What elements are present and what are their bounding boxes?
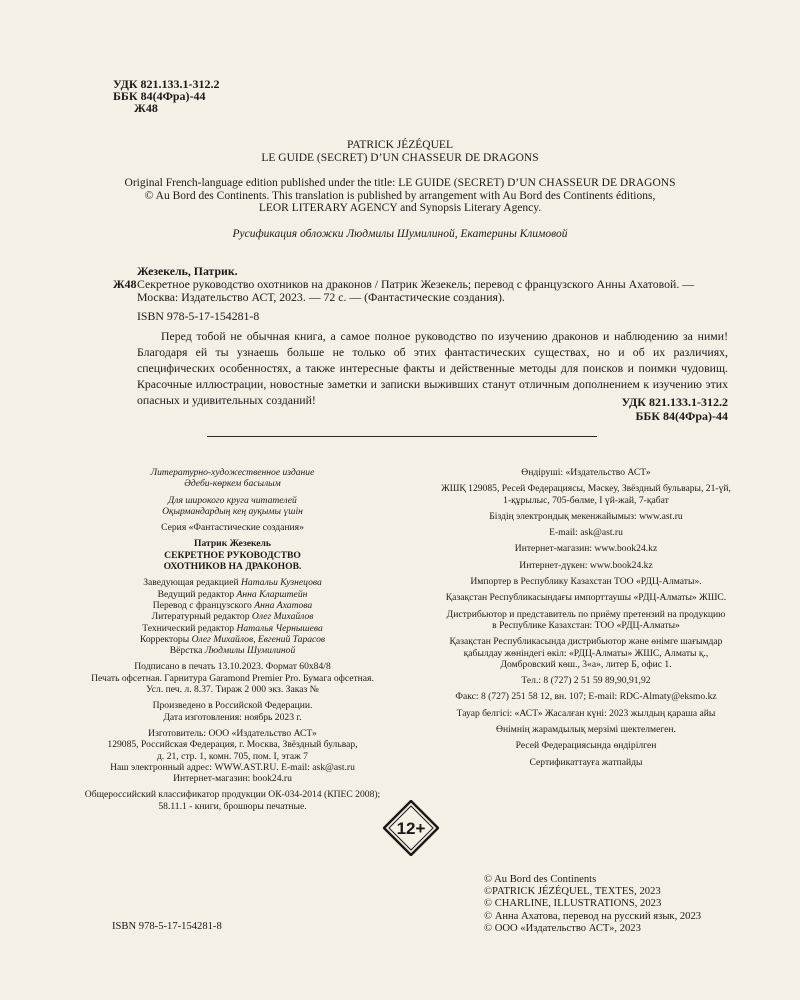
kz-line: Өндіруші: «Издательство АСТ» [521,467,651,478]
kz-line: Тел.: 8 (727) 2 51 59 89,90,91,92 [521,675,651,687]
kz-line: Қазақстан Республикасындағы импорттаушы «РДЦ-Алматы» ЖШС. [445,592,727,604]
okp-line: 58.11.1 - книги, брошюры печатные. [158,800,307,812]
staff-role: Литературный редактор [151,611,250,623]
staff-name: Людмилы Шумилиной [204,645,296,657]
staff-line [75,645,390,656]
card-description [113,278,728,291]
print-line: Подписано в печать 13.10.2023. Формат 60x84/8 [134,661,331,673]
maker-line: 129085, Российская Федерация, г. Москва, Звёздный бульвар, [107,739,358,751]
genre-ru: Литературно-художественное издание [150,467,315,478]
kz-line: Дистрибьютор и представитель по приёму претензий на продукцию [446,608,726,620]
series-name: Серия «Фантастические создания» [161,522,304,534]
card-line-1: Секретное руководство охотников на драконов / Патрик Жезекель; перевод с французского Анны Ахатовой. — [137,277,695,291]
staff-role: Технический редактор [142,622,235,634]
copyright-block [484,874,701,935]
maker-line: д. 21, стр. 1, комн. 705, пом. I, этаж 7 [157,750,308,762]
udk-code-right: УДК 821.133.1-312.2 [621,395,728,409]
copyright-line: ©PATRICK JÉZÉQUEL, TEXTES, 2023 [484,886,661,898]
kz-line: Ресей Федерациясында өндірілген [515,740,657,752]
made-line: Произведено в Российской Федерации. [152,700,313,712]
original-notice-line: LEOR LITERARY AGENCY and Synopsis Literary Agency. [258,202,542,214]
card-line-2: Москва: Издательство АСТ, 2023. — 72 с. — (Фантастические создания). [137,290,505,304]
made-line: Дата изготовления: ноябрь 2023 г. [163,711,302,723]
classification-right [560,395,728,423]
maker-line: Интернет-магазин: book24.ru [173,773,292,785]
staff-role: Вёрстка [169,645,203,657]
staff-line [75,577,390,588]
isbn-bottom: ISBN 978-5-17-154281-8 [112,921,222,932]
kz-line: Факс: 8 (727) 251 58 12, вн. 107; E-mail: RDC-Almaty@eksmo.kz [455,691,717,703]
copyright-line: © ООО «Издательство АСТ», 2023 [484,922,641,934]
card-code: Ж48 [113,277,137,291]
kz-line: в Республике Казахстан: ТОО «РДЦ-Алматы» [492,619,680,631]
imprint-title-1: СЕКРЕТНОЕ РУКОВОДСТВО [164,549,301,561]
kz-line: 1-құрылыс, 705-бөлме, I үй-жай, 7-қабат [503,494,669,506]
maker-line: Наш электронный адрес: WWW.AST.RU. E-mail: ask@ast.ru [110,761,355,773]
classification-top [113,78,220,114]
imprint-title-2: ОХОТНИКОВ НА ДРАКОНОВ. [163,561,302,573]
card-isbn: ISBN 978-5-17-154281-8 [137,309,260,323]
audience-ru: Для широкого круга читателей [168,494,297,506]
original-edition-block [100,139,700,240]
copyright-line: © Au Bord des Continents [484,874,597,885]
imprint-right [408,467,764,768]
maker-line: Изготовитель: ООО «Издательство АСТ» [148,727,317,739]
kz-line: Біздің электрондық мекенжайымыз: www.ast.ru [489,510,683,522]
author-mark: Ж48 [134,101,158,115]
bbk-code: ББК 84(4Фра)-44 [113,89,206,103]
original-title: LE GUIDE (SECRET) D’UN CHASSEUR DE DRAGONS [261,151,539,164]
kz-line: Өнімнің жарамдылық мерзімі шектелмеген. [496,724,676,736]
age-rating-badge [383,800,439,856]
copyright-line: © Анна Ахатова, перевод на русский язык, 2023 [484,910,702,922]
kz-line: Сертификаттауға жатпайды [529,756,643,768]
catalog-card [113,265,728,323]
imprint-left [75,467,390,812]
staff-line [75,634,390,645]
staff-role: Корректоры [139,633,190,645]
print-line: Печать офсетная. Гарнитура Garamond Premier Pro. Бумага офсетная. [91,672,374,684]
kz-line: қабылдау жөніндегі өкіл: «РДЦ-Алматы» ЖШС, Алматы қ., [463,647,709,659]
cover-credit: Русификация обложки Людмилы Шумилиной, Екатерины Климовой [232,227,568,240]
staff-line [75,611,390,622]
okp-line: Общероссийский классификатор продукции ОК-034-2014 (КПЕС 2008); [84,789,381,801]
kz-line: Интернет-дүкен: www.book24.kz [519,559,653,571]
print-line: Усл. печ. л. 8.37. Тираж 2 000 экз. Заказ № [146,684,319,696]
annotation-text: Перед тобой не обычная книга, а самое полное руководство по изучению драконов и наблюдению за ними! Благодаря ей ты узнаешь больше не только об этих фантастических существах, но и об их различиях, специфических особенностях, а также интересные факты и действенные методы для поисков и поимки чудовищ. Красочные иллюстрации, новостные заметки и записки выживших станут отличным дополнением к изучению этих опасных и удивительных созданий! [137,329,728,407]
original-notice-line: © Au Bord des Continents. This translation is published by arrangement with Au Bord des Continents éditions, [144,189,656,202]
staff-line [75,623,390,634]
genre-kz: Әдеби-көркем басылым [184,478,281,490]
staff-line [75,589,390,600]
card-author: Жезекель, Патрик. [137,264,238,278]
staff-name: Анна Ахатова [254,599,313,611]
original-notice-line: Original French-language edition published under the title: LE GUIDE (SECRET) D’UN CHASSEUR DE DRAGONS [124,177,676,189]
staff-role: Ведущий редактор [157,588,235,600]
kz-line: Тауар белгісі: «АСТ» Жасалған күні: 2023 жылдың қараша айы [456,707,716,719]
staff-line [75,600,390,611]
staff-role: Перевод с французского [152,599,252,611]
staff-role: Заведующая редакцией [143,577,239,589]
kz-line: Қазақстан Республикасында дистрибьютор және өнімге шағымдар [449,636,723,648]
kz-line: Домбровский көш., 3«а», литер Б, офис 1. [500,658,672,670]
audience-kz: Оқырмандардың кең ауқымы үшін [162,505,303,517]
kz-line: Импортер в Республику Казахстан ТОО «РДЦ-Алматы». [470,576,702,588]
staff-name: Анна Кларштейн [236,588,308,600]
bbk-code-right: ББК 84(4Фра)-44 [635,409,728,423]
udk-code: УДК 821.133.1-312.2 [113,77,220,91]
age-rating-text: 12+ [396,819,426,838]
staff-name: Наталья Чернышева [236,622,323,634]
original-author: PATRICK JÉZÉQUEL [347,139,453,151]
divider-rule [207,436,597,437]
imprint-author: Патрик Жезекель [193,538,271,550]
kz-line: Интернет-магазин: www.book24.kz [514,543,658,555]
kz-line: ЖШҚ 129085, Ресей Федерациясы, Мәскеу, Звёздный бульвары, 21-үй, [441,483,731,495]
staff-name: Олег Михайлов [251,611,314,623]
copyright-line: © CHARLINE, ILLUSTRATIONS, 2023 [484,898,662,910]
staff-name: Натальи Кузнецова [241,577,322,589]
kz-line: E-mail: ask@ast.ru [549,527,623,539]
staff-name: Олег Михайлов, Евгений Тарасов [191,633,326,645]
